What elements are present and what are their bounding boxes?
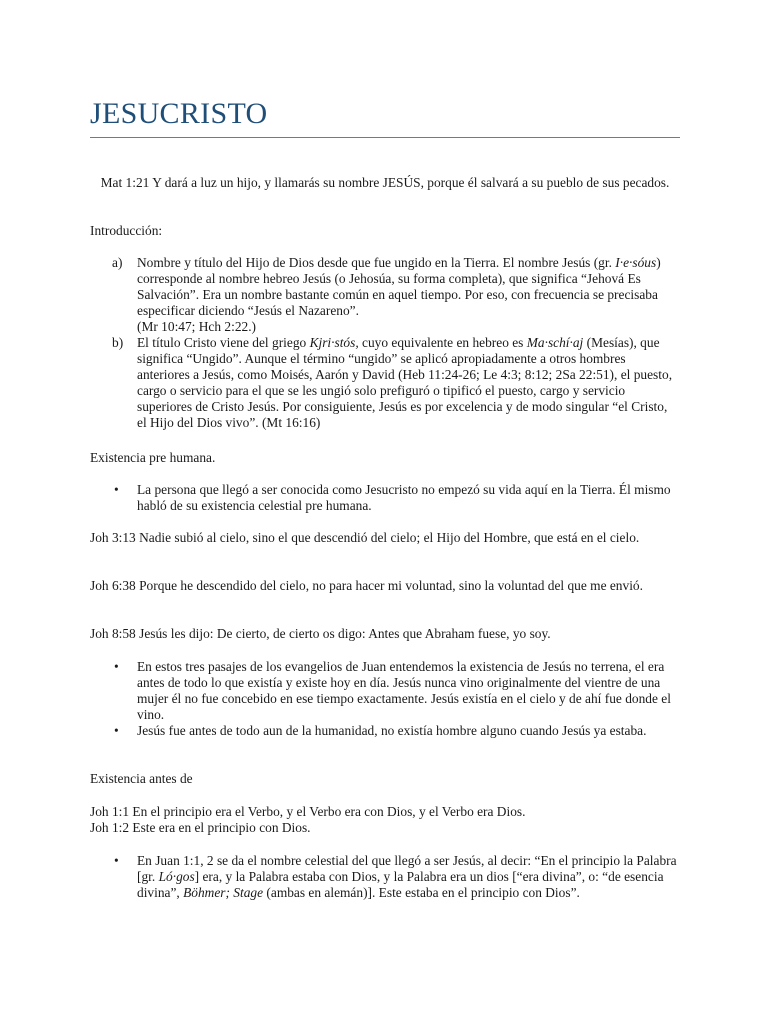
intro-a-text-2: ) corresponde al nombre hebreo Jesús (o Jehosúa, su forma completa), que significa “Jehová Es Salvación”. Era un nombre bastante común en aquel tiempo. Por eso, con frecuencia se precisaba especificar diciendo “Jesús el Nazareno”. <box>137 255 661 318</box>
list-marker: b) <box>112 335 124 350</box>
intro-b-text-2: cuyo equivalente en hebreo es <box>358 335 527 350</box>
list-item <box>90 853 680 901</box>
john-list <box>90 659 680 739</box>
greek-term: Kjri·stós, <box>309 335 359 350</box>
intro-a-text-1: Nombre y título del Hijo de Dios desde que fue ungido en la Tierra. El nombre Jesús (gr. <box>137 255 616 270</box>
bullet-icon: • <box>114 659 119 674</box>
intro-a-reference: (Mr 10:47; Hch 2:22.) <box>137 319 257 334</box>
verse-joh-1-1: Joh 1:1 En el principio era el Verbo, y el Verbo era con Dios, y el Verbo era Dios. <box>90 804 526 819</box>
intro-heading: Introducción: <box>90 223 163 238</box>
list-item-text: Jesús fue antes de todo aun de la humanidad, no existía hombre alguno cuando Jesús ya estaba. <box>137 723 647 738</box>
prehuman-heading: Existencia pre humana. <box>90 450 216 465</box>
list-item-text: En estos tres pasajes de los evangelios de Juan entendemos la existencia de Jesús no terrena, el era antes de todo lo que existía y existe hoy en día. Jesús nunca vino originalmente del vientre de una mujer él no fue concebido en ese tiempo exactamente. Jesús existía en el cielo y de ahí fue donde el vino. <box>137 659 671 722</box>
before-heading: Existencia antes de <box>90 771 193 786</box>
intro-list <box>90 255 680 431</box>
hebrew-term: Ma·schí·aj <box>526 335 584 350</box>
verse-joh-3-13: Joh 3:13 Nadie subió al cielo, sino el que descendió del cielo; el Hijo del Hombre, que está en el cielo. <box>90 530 640 545</box>
epigraph-verse: Mat 1:21 Y dará a luz un hijo, y llamarás su nombre JESÚS, porque él salvará a su pueblo de sus pecados. <box>100 175 670 190</box>
verse-joh-6-38: Joh 6:38 Porque he descendido del cielo, no para hacer mi voluntad, sino la voluntad del que me envió. <box>90 578 643 593</box>
list-marker: a) <box>112 255 123 270</box>
final-text-2: ] era, y la Palabra estaba con Dios, y la Palabra era un dios [“era divina”, o: “de esencia divina”, <box>137 869 664 900</box>
verse-joh-1-2: Joh 1:2 Este era en el principio con Dios. <box>90 820 311 835</box>
list-item <box>90 482 680 514</box>
list-item <box>90 659 680 723</box>
intro-item-a <box>90 255 680 335</box>
intro-b-text-3: (Mesías), que significa “Ungido”. Aunque el término “ungido” se aplicó apropiadamente a otros hombres anteriores a Jesús, como Moisés, Aarón y David (Heb 11:24-26; Le 4:3; 8:12; 2Sa 22:51), el puesto, cargo o servicio para el que se les ungió solo prefiguró o tipificó el puesto, cargo y servicio superiores de Cristo Jesús. Por consiguiente, Jesús es por excelencia y de modo singular “el Cristo, el Hijo del Dios vivo”. (Mt 16:16) <box>137 335 673 430</box>
title-divider <box>90 137 680 138</box>
list-item <box>90 723 680 739</box>
verse-joh-8-58: Joh 8:58 Jesús les dijo: De cierto, de cierto os digo: Antes que Abraham fuese, yo soy. <box>90 626 551 641</box>
bullet-icon: • <box>114 482 119 497</box>
source-names: Böhmer; Stage <box>183 885 264 900</box>
list-item-text: La persona que llegó a ser conocida como Jesucristo no empezó su vida aquí en la Tierra. Él mismo habló de su existencia celestial pre humana. <box>137 482 671 513</box>
intro-item-b <box>90 335 680 431</box>
page-title: JESUCRISTO <box>90 97 268 130</box>
greek-term: Ló·gos <box>158 869 195 884</box>
prehuman-list <box>90 482 680 514</box>
final-text-3: (ambas en alemán)]. Este estaba en el principio con Dios”. <box>263 885 580 900</box>
intro-b-text-1: El título Cristo viene del griego <box>137 335 310 350</box>
bullet-icon: • <box>114 853 119 868</box>
final-text-1: En Juan 1:1, 2 se da el nombre celestial del que llegó a ser Jesús, al decir: “En el principio la Palabra [gr. <box>137 853 677 884</box>
final-list <box>90 853 680 901</box>
greek-term: I·e·sóus <box>615 255 657 270</box>
bullet-icon: • <box>114 723 119 738</box>
